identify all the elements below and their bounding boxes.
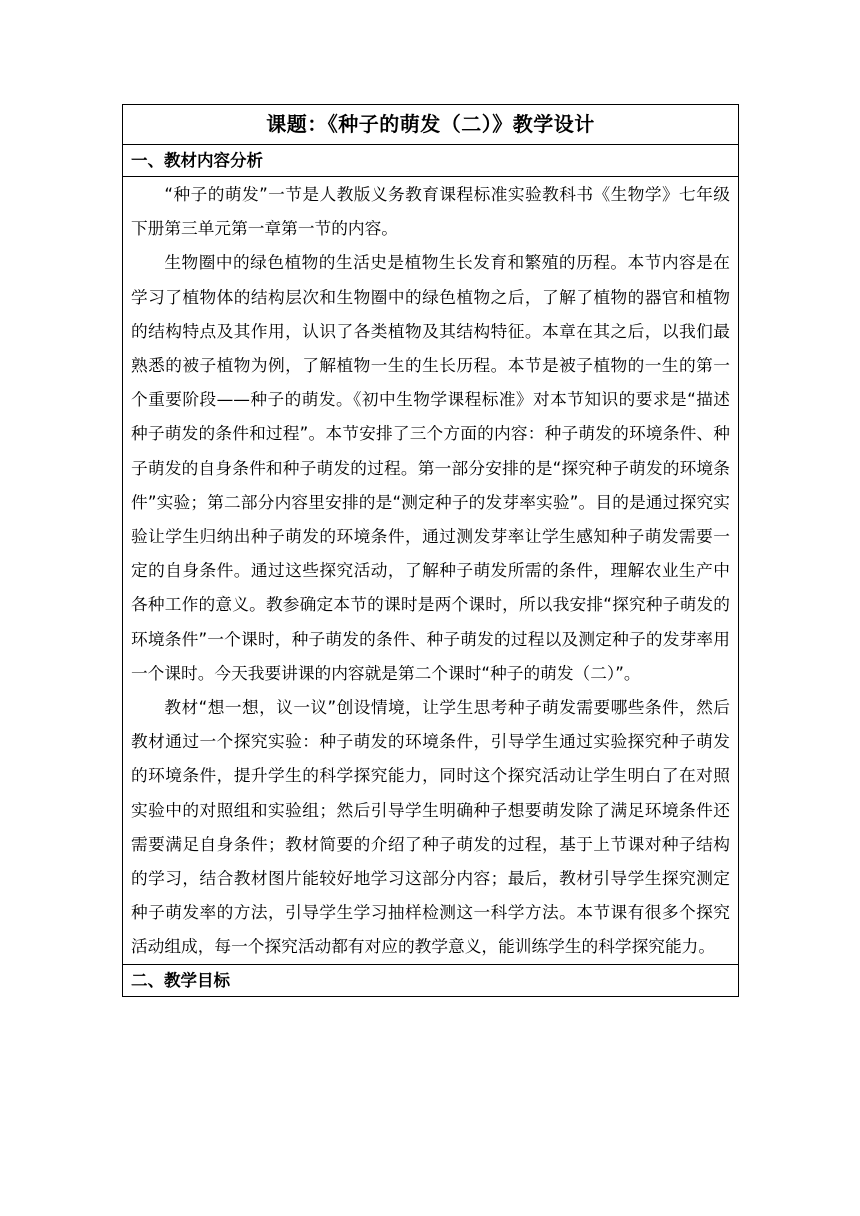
- lesson-plan-table: [122, 104, 739, 997]
- section-heading-teaching-objectives: 二、教学目标: [123, 964, 739, 996]
- title-row: [123, 105, 739, 145]
- paragraph: 生物圈中的绿色植物的生活史是植物生长发育和繁殖的历程。本节内容是在学习了植物体的结构层次和生物圈中的绿色植物之后，了解了植物的器官和植物的结构特点及其作用，认识了各类植物及其结构特征。本章在其之后，以我们最熟悉的被子植物为例，了解植物一生的生长历程。本节是被子植物的一生的第一个重要阶段——种子的萌发。《初中生物学课程标准》对本节知识的要求是“描述种子萌发的条件和过程”。本节安排了三个方面的内容：种子萌发的环境条件、种子萌发的自身条件和种子萌发的过程。第一部分安排的是“探究种子萌发的环境条件”实验；第二部分内容里安排的是“测定种子的发芽率实验”。目的是通过探究实验让学生归纳出种子萌发的环境条件，通过测发芽率让学生感知种子萌发需要一定的自身条件。通过这些探究活动，了解种子萌发所需的条件，理解农业生产中各种工作的意义。教参确定本节的课时是两个课时，所以我安排“探究种子萌发的环境条件”一个课时，种子萌发的条件、种子萌发的过程以及测定种子的发芽率用一个课时。今天我要讲课的内容就是第二个课时“种子的萌发（二）”。: [131, 252, 730, 683]
- paragraph: “种子的萌发”一节是人教版义务教育课程标准实验教科书《生物学》七年级下册第三单元第一章第一节的内容。: [131, 184, 730, 239]
- section-body-textbook-analysis: [123, 177, 739, 965]
- section1-heading-row: [123, 145, 739, 177]
- paragraph: 教材“想一想，议一议”创设情境，让学生思考种子萌发需要哪些条件，然后教材通过一个探究实验：种子萌发的环境条件，引导学生通过实验探究种子萌发的环境条件，提升学生的科学探究能力，同时这个探究活动让学生明白了在对照实验中的对照组和实验组；然后引导学生明确种子想要萌发除了满足环境条件还需要满足自身条件；教材简要的介绍了种子萌发的过程，基于上节课对种子结构的学习，结合教材图片能较好地学习这部分内容；最后，教材引导学生探究测定种子萌发率的方法，引导学生学习抽样检测这一科学方法。本节课有很多个探究活动组成，每一个探究活动都有对应的教学意义，能训练学生的科学探究能力。: [131, 697, 730, 957]
- section-heading-textbook-analysis: 一、教材内容分析: [123, 145, 739, 177]
- section1-body-row: [123, 177, 739, 965]
- section2-heading-row: [123, 964, 739, 996]
- document-title: 课题：《种子的萌发（二）》教学设计: [123, 105, 739, 145]
